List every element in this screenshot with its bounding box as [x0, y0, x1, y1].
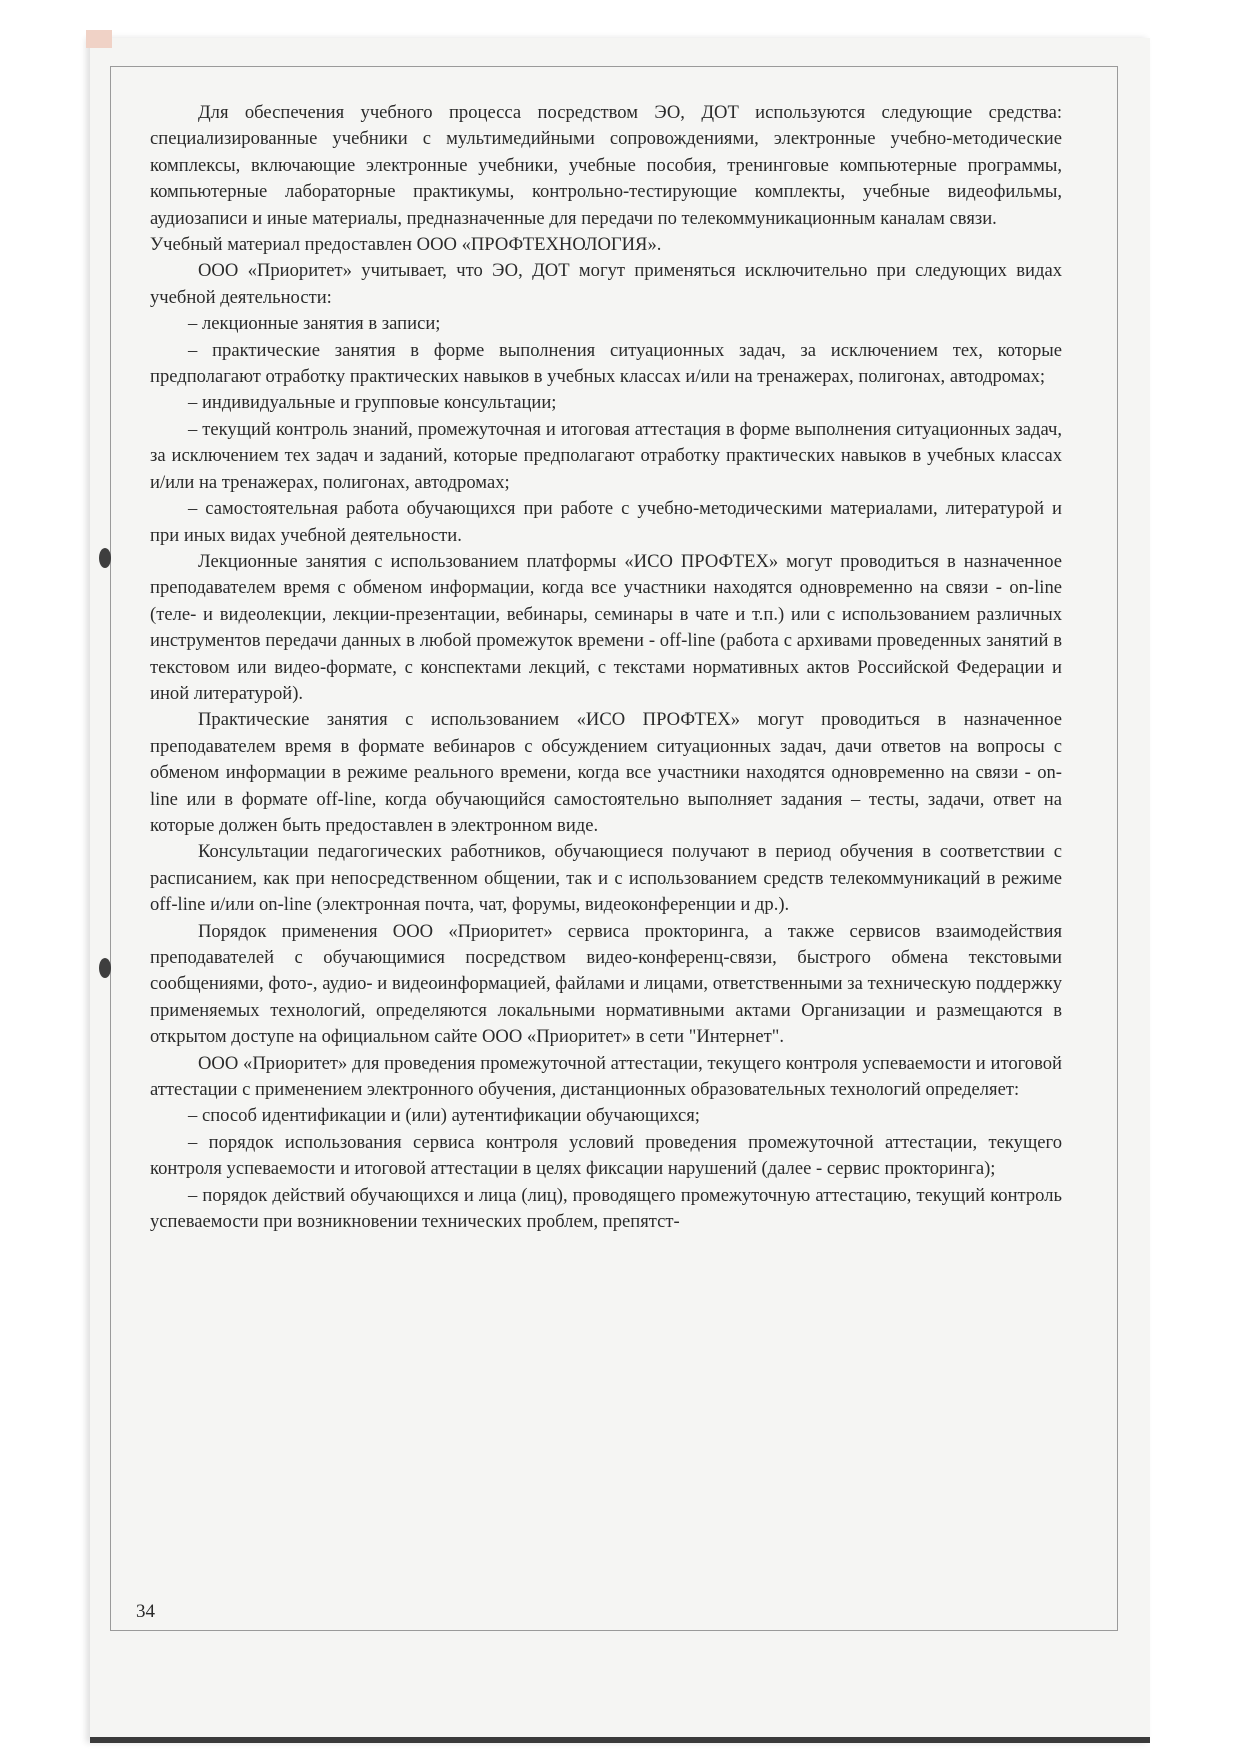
page-corner-tab [86, 30, 112, 48]
list-item: – порядок использования сервиса контроля условий проведения промежуточной аттестации, текущего контроля успеваемости и итоговой аттестации в целях фиксации нарушений (далее - сервис прокторинга); [150, 1131, 1062, 1180]
page-bottom-edge [90, 1737, 1150, 1743]
list-item: – текущий контроль знаний, промежуточная и итоговая аттестация в форме выполнения ситуационных задач, за исключением тех задач и заданий, которые предполагают отработку практических навыков в учебных классах и/или на тренажерах, полигонах, автодромах; [150, 418, 1062, 493]
paragraph: Практические занятия с использованием «ИСО ПРОФТЕХ» могут проводиться в назначенное преподавателем время в формате вебинаров с обсуждением ситуационных задач, дачи ответов на вопросы с обменом информации в режиме реального времени, когда все участники находятся одновременно на связи - on-line или в формате off-line, когда обучающийся самостоятельно выполняет задания – тесты, задачи, ответ на которые должен быть предоставлен в электронном виде. [150, 709, 1062, 836]
list-item: – индивидуальные и групповые консультации; [188, 392, 557, 414]
page-number: 34 [136, 1601, 155, 1622]
binding-hole-top [99, 548, 111, 568]
paragraph: Лекционные занятия с использованием платформы «ИСО ПРОФТЕХ» могут проводиться в назначенное преподавателем время с обменом информации, когда все участники находятся одновременно на связи - on-line (теле- и видеолекции, лекции-презентации, вебинары, семинары в чате и т.п.) или с использованием различных инструментов передачи данных в любой промежуток времени - off-line (работа с архивами проведенных занятий в текстовом или видео-формате, с конспектами лекций, с текстами нормативных актов Российской Федерации и иной литературой). [150, 550, 1062, 704]
list-item: – порядок действий обучающихся и лица (лиц), проводящего промежуточную аттестацию, текущий контроль успеваемости при возникновении технических проблем, препятст- [150, 1184, 1062, 1233]
paragraph: Консультации педагогических работников, обучающиеся получают в период обучения в соответствии с расписанием, как при непосредственном общении, так и с использованием средств телекоммуникаций в режиме off-line и/или on-line (электронная почта, чат, форумы, видеоконференции и др.). [150, 841, 1062, 916]
paragraph: Порядок применения ООО «Приоритет» сервиса прокторинга, а также сервисов взаимодействия преподавателей с обучающимися посредством видео-конференц-связи, быстрого обмена текстовыми сообщениями, фото-, аудио- и видеоинформацией, файлами и лицами, ответственными за техническую поддержку применяемых технологий, определяются локальными нормативными актами Организации и размещаются в открытом доступе на официальном сайте ООО «Приоритет» в сети "Интернет". [150, 920, 1062, 1048]
body-text [150, 100, 1062, 1235]
paragraph: ООО «Приоритет» учитывает, что ЭО, ДОТ могут применяться исключительно при следующих видах учебной деятельности: [150, 260, 1062, 308]
list-item: – практические занятия в форме выполнения ситуационных задач, за исключением тех, которые предполагают отработку практических навыков в учебных классах и/или на тренажерах, полигонах, автодромах; [150, 339, 1062, 388]
binding-hole-bottom [99, 958, 111, 978]
paragraph: ООО «Приоритет» для проведения промежуточной аттестации, текущего контроля успеваемости и итоговой аттестации с применением электронного обучения, дистанционных образовательных технологий определяет: [150, 1052, 1062, 1101]
list-item: – самостоятельная работа обучающихся при работе с учебно-методическими материалами, литературой и при иных видах учебной деятельности. [150, 498, 1062, 546]
paragraph: Для обеспечения учебного процесса посредством ЭО, ДОТ используются следующие средства: специализированные учебники с мультимедийными сопровождениями, электронные учебно-методические комплексы, включающие электронные учебники, учебные пособия, тренинговые компьютерные программы, компьютерные лабораторные практикумы, контрольно-тестирующие комплекты, учебные видеофильмы, аудиозаписи и иные материалы, предназначенные для передачи по телекоммуникационным каналам связи. [150, 102, 1062, 229]
list-item: – лекционные занятия в записи; [188, 313, 441, 335]
list-item: – способ идентификации и (или) аутентификации обучающихся; [188, 1105, 700, 1127]
paragraph: Учебный материал предоставлен ООО «ПРОФТЕХНОЛОГИЯ». [150, 234, 662, 256]
